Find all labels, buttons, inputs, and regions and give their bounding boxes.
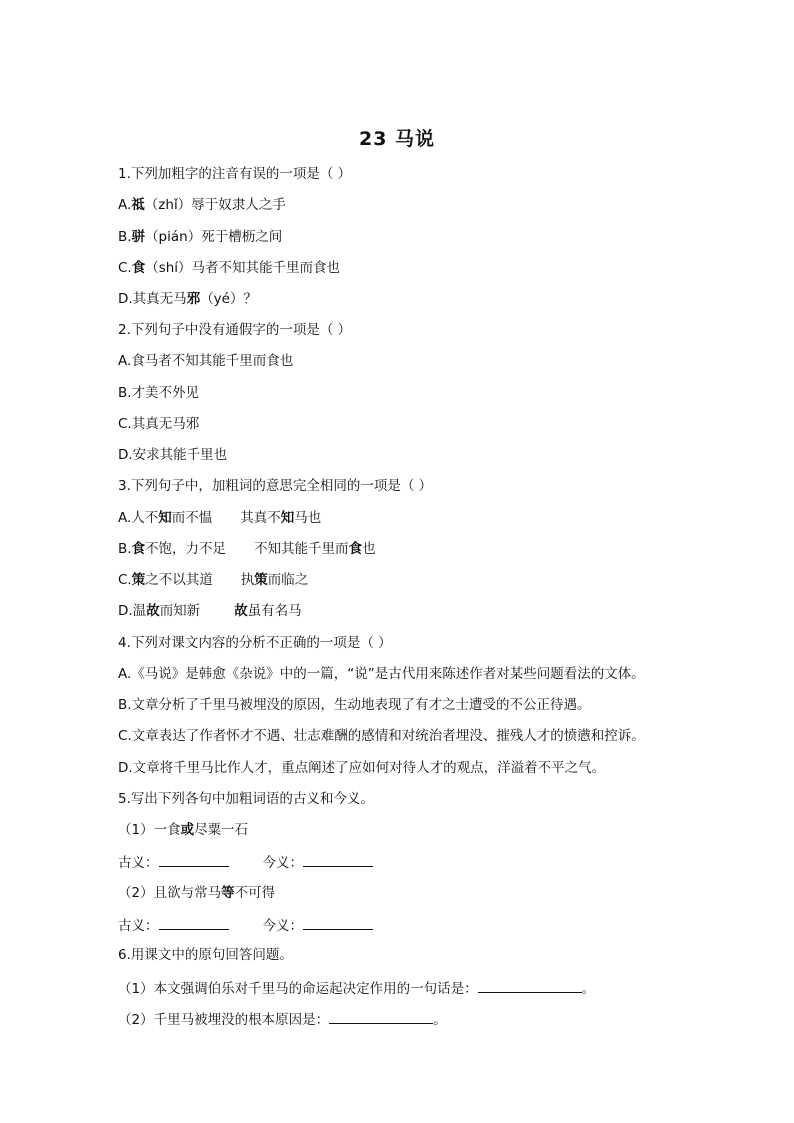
option-text: 其真不: [240, 510, 281, 526]
option-text: 也: [362, 541, 376, 557]
q4-option-b: B.文章分析了千里马被埋没的原因，生动地表现了有才之士遭受的不公正待遇。: [118, 697, 591, 713]
answer-blank[interactable]: [478, 978, 582, 993]
modern-meaning-label: 今义：: [262, 855, 303, 871]
bold-char: 知: [158, 510, 172, 526]
q5-answer-row-1: [118, 852, 373, 872]
q1-option-c: [118, 259, 340, 277]
ancient-meaning-label: 古义：: [118, 855, 159, 871]
option-label: A.: [118, 197, 132, 213]
option-label: C.: [118, 260, 132, 276]
q2-option-c: C.其真无马邪: [118, 416, 200, 432]
option-text: （yé）？: [200, 291, 257, 307]
q3-option-c: [118, 571, 308, 589]
option-text: A.人不: [118, 510, 159, 526]
option-text: 虽有名马: [247, 603, 302, 619]
q3-option-a: [118, 509, 321, 527]
bold-char: 食: [131, 541, 146, 557]
q5-sentence-2: [118, 884, 275, 902]
q1-option-a: [118, 196, 286, 214]
sentence-text: 不可得: [234, 885, 276, 901]
bold-char: 邪: [186, 291, 201, 307]
q1-stem: 1.下列加粗字的注音有误的一项是（ ）: [118, 166, 352, 182]
sentence-text: 尽粟一石: [194, 822, 249, 838]
q5-stem: 5.写出下列各句中加粗词语的古义和今义。: [118, 791, 374, 807]
q1-option-b: [118, 228, 282, 246]
option-text: （shí）马者不知其能千里而食也: [145, 260, 341, 276]
option-text: B.: [118, 541, 132, 557]
ancient-meaning-blank[interactable]: [159, 852, 229, 867]
q2-stem: 2.下列句子中没有通假字的一项是（ ）: [118, 322, 352, 338]
q6-question-2: [118, 1009, 447, 1029]
q5-sentence-1: [118, 821, 248, 839]
option-text: 马也: [294, 510, 322, 526]
q6-question-1: [118, 978, 595, 998]
option-text: 不饱，力不足: [145, 541, 227, 557]
q6-stem: 6.用课文中的原句回答问题。: [118, 947, 293, 963]
q2-option-b: B.才美不外见: [118, 385, 200, 401]
bold-char: 故: [234, 603, 248, 619]
q4-option-d: D.文章将千里马比作人才，重点阐述了应如何对待人才的观点，洋溢着不平之气。: [118, 760, 606, 776]
q4-option-a: A.《马说》是韩愈《杂说》中的一篇，“说”是古代用来陈述作者对某些问题看法的文体。: [118, 666, 645, 682]
option-text: D.温: [118, 603, 147, 619]
option-text: 而临之: [267, 572, 309, 588]
question-text: （2）千里马被埋没的根本原因是：: [118, 1012, 330, 1028]
bold-char: 骈: [131, 229, 146, 245]
q3-option-d: [118, 602, 302, 620]
period: 。: [581, 981, 596, 997]
q5-answer-row-2: [118, 915, 373, 935]
bold-char: 或: [180, 822, 195, 838]
q1-option-d: [118, 290, 257, 308]
bold-char: 祗: [131, 197, 145, 213]
ancient-meaning-blank[interactable]: [159, 915, 229, 930]
page-title: 23 马说: [358, 128, 436, 150]
bold-char: 知: [280, 510, 295, 526]
bold-char: 食: [348, 541, 363, 557]
period: 。: [433, 1012, 447, 1028]
bold-char: 策: [254, 572, 268, 588]
option-label: D.其真无马: [118, 291, 187, 307]
option-text: （pián）死于槽枥之间: [145, 229, 283, 245]
q3-stem: 3.下列句子中，加粗词的意思完全相同的一项是（ ）: [118, 478, 433, 494]
q2-option-a: A.食马者不知其能千里而食也: [118, 353, 294, 369]
answer-blank[interactable]: [329, 1009, 433, 1024]
question-text: （1）本文强调伯乐对千里马的命运起决定作用的一句话是：: [118, 981, 478, 997]
option-label: B.: [118, 229, 132, 245]
modern-meaning-label: 今义：: [262, 918, 303, 934]
bold-char: 等: [221, 885, 235, 901]
option-text: 不知其能千里而: [254, 541, 349, 557]
sentence-text: （2）且欲与常马: [118, 885, 222, 901]
q4-stem: 4.下列对课文内容的分析不正确的一项是（ ）: [118, 635, 392, 651]
option-text: 之不以其道: [145, 572, 213, 588]
option-text: 而不愠: [171, 510, 213, 526]
bold-char: 食: [131, 260, 146, 276]
modern-meaning-blank[interactable]: [303, 852, 373, 867]
option-text: 而知新: [159, 603, 201, 619]
bold-char: 故: [146, 603, 160, 619]
sentence-text: （1）一食: [118, 822, 181, 838]
q2-option-d: D.安求其能千里也: [118, 447, 228, 463]
bold-char: 策: [131, 572, 146, 588]
option-text: C.: [118, 572, 132, 588]
q3-option-b: [118, 540, 376, 558]
modern-meaning-blank[interactable]: [303, 915, 373, 930]
option-text: （zhǐ）辱于奴隶人之手: [144, 197, 286, 213]
ancient-meaning-label: 古义：: [118, 918, 159, 934]
q4-option-c: C.文章表达了作者怀才不遇、壮志难酬的感情和对统治者埋没、摧残人才的愤懑和控诉。: [118, 728, 645, 744]
option-text: 执: [240, 572, 255, 588]
